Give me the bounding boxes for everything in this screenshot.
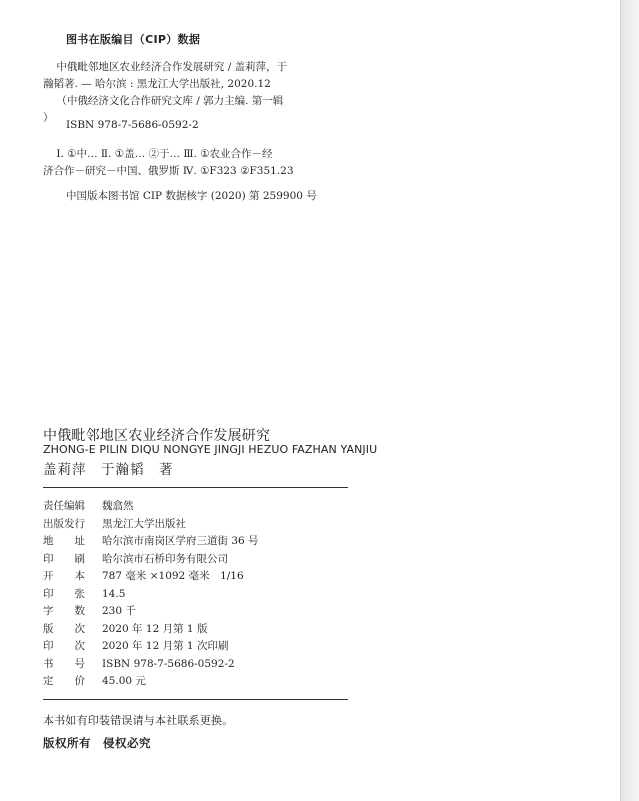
book-authors: 盖莉萍 于瀚韬 著	[43, 462, 174, 478]
spec-label: 责任编辑	[43, 500, 85, 512]
spec-value: ISBN 978-7-5686-0592-2	[102, 657, 235, 670]
spec-value: 黑龙江大学出版社	[102, 517, 186, 530]
cip-isbn: ISBN 978-7-5686-0592-2	[66, 119, 199, 131]
spec-row	[43, 673, 259, 691]
divider-top	[43, 487, 348, 488]
spec-label: 定 价	[43, 675, 85, 687]
spec-value: 230 千	[102, 605, 136, 617]
spec-row	[43, 621, 259, 639]
copyright-notice: 版权所有 侵权必究	[43, 736, 151, 750]
cip-class-line: 济合作－研究－中国、俄罗斯 Ⅳ. ①F323 ②F351.23	[43, 165, 294, 177]
spec-label: 书 号	[43, 657, 85, 670]
spec-label: 印 张	[43, 587, 85, 600]
spec-label: 版 次	[43, 622, 85, 635]
spec-label: 印 次	[43, 640, 85, 652]
cip-main-line: （中俄经济文化合作研究文库 / 郭力主编. 第一辑	[43, 95, 284, 107]
spec-row	[43, 568, 259, 586]
cip-class-line: Ⅰ. ①中… Ⅱ. ①盖… ②于… Ⅲ. ①农业合作－经	[43, 148, 273, 160]
spec-value: 魏翕然	[102, 500, 134, 512]
spec-label: 字 数	[43, 605, 85, 617]
cip-record-number-entry	[43, 188, 373, 205]
spec-value: 哈尔滨市南岗区学府三道街 36 号	[102, 535, 259, 547]
spec-row	[43, 551, 259, 569]
publication-specs	[43, 498, 259, 691]
cip-heading: 图书在版编目（CIP）数据	[66, 33, 201, 46]
spec-label: 印 刷	[43, 552, 85, 565]
spec-label: 地 址	[43, 535, 85, 547]
spec-row	[43, 498, 259, 516]
spec-row	[43, 638, 259, 656]
spec-value: 14.5	[102, 587, 126, 600]
cip-main-line: 中俄毗邻地区农业经济合作发展研究 / 盖莉萍，于	[43, 61, 288, 73]
spec-row	[43, 603, 259, 621]
cip-record-number: 中国版本图书馆 CIP 数据核字 (2020) 第 259900 号	[66, 190, 317, 202]
cip-isbn-entry	[43, 117, 373, 134]
divider-bottom	[43, 699, 348, 700]
book-title-pinyin: ZHONG-E PILIN DIQU NONGYE JINGJI HEZUO FAZHAN YANJIU	[43, 443, 378, 456]
misprint-notice: 本书如有印装错误请与本社联系更换。	[43, 714, 234, 727]
page-edge	[620, 0, 639, 801]
spec-value: 哈尔滨市石桥印务有限公司	[102, 552, 228, 565]
cip-classification	[43, 146, 373, 180]
book-title: 中俄毗邻地区农业经济合作发展研究	[43, 428, 271, 444]
spec-row	[43, 656, 259, 674]
spec-row	[43, 586, 259, 604]
cip-main-line: 瀚韬著. — 哈尔滨 : 黑龙江大学出版社, 2020.12	[43, 78, 271, 90]
spec-label: 开 本	[43, 570, 85, 582]
cip-main-line: ）	[43, 112, 54, 124]
spec-row	[43, 516, 259, 534]
spec-row	[43, 533, 259, 551]
spec-value: 45.00 元	[102, 675, 146, 687]
spec-label: 出版发行	[43, 517, 85, 530]
spec-value: 2020 年 12 月第 1 次印刷	[102, 640, 229, 652]
spec-value: 2020 年 12 月第 1 版	[102, 622, 208, 635]
spec-value: 787 毫米 ×1092 毫米 1/16	[102, 570, 244, 582]
